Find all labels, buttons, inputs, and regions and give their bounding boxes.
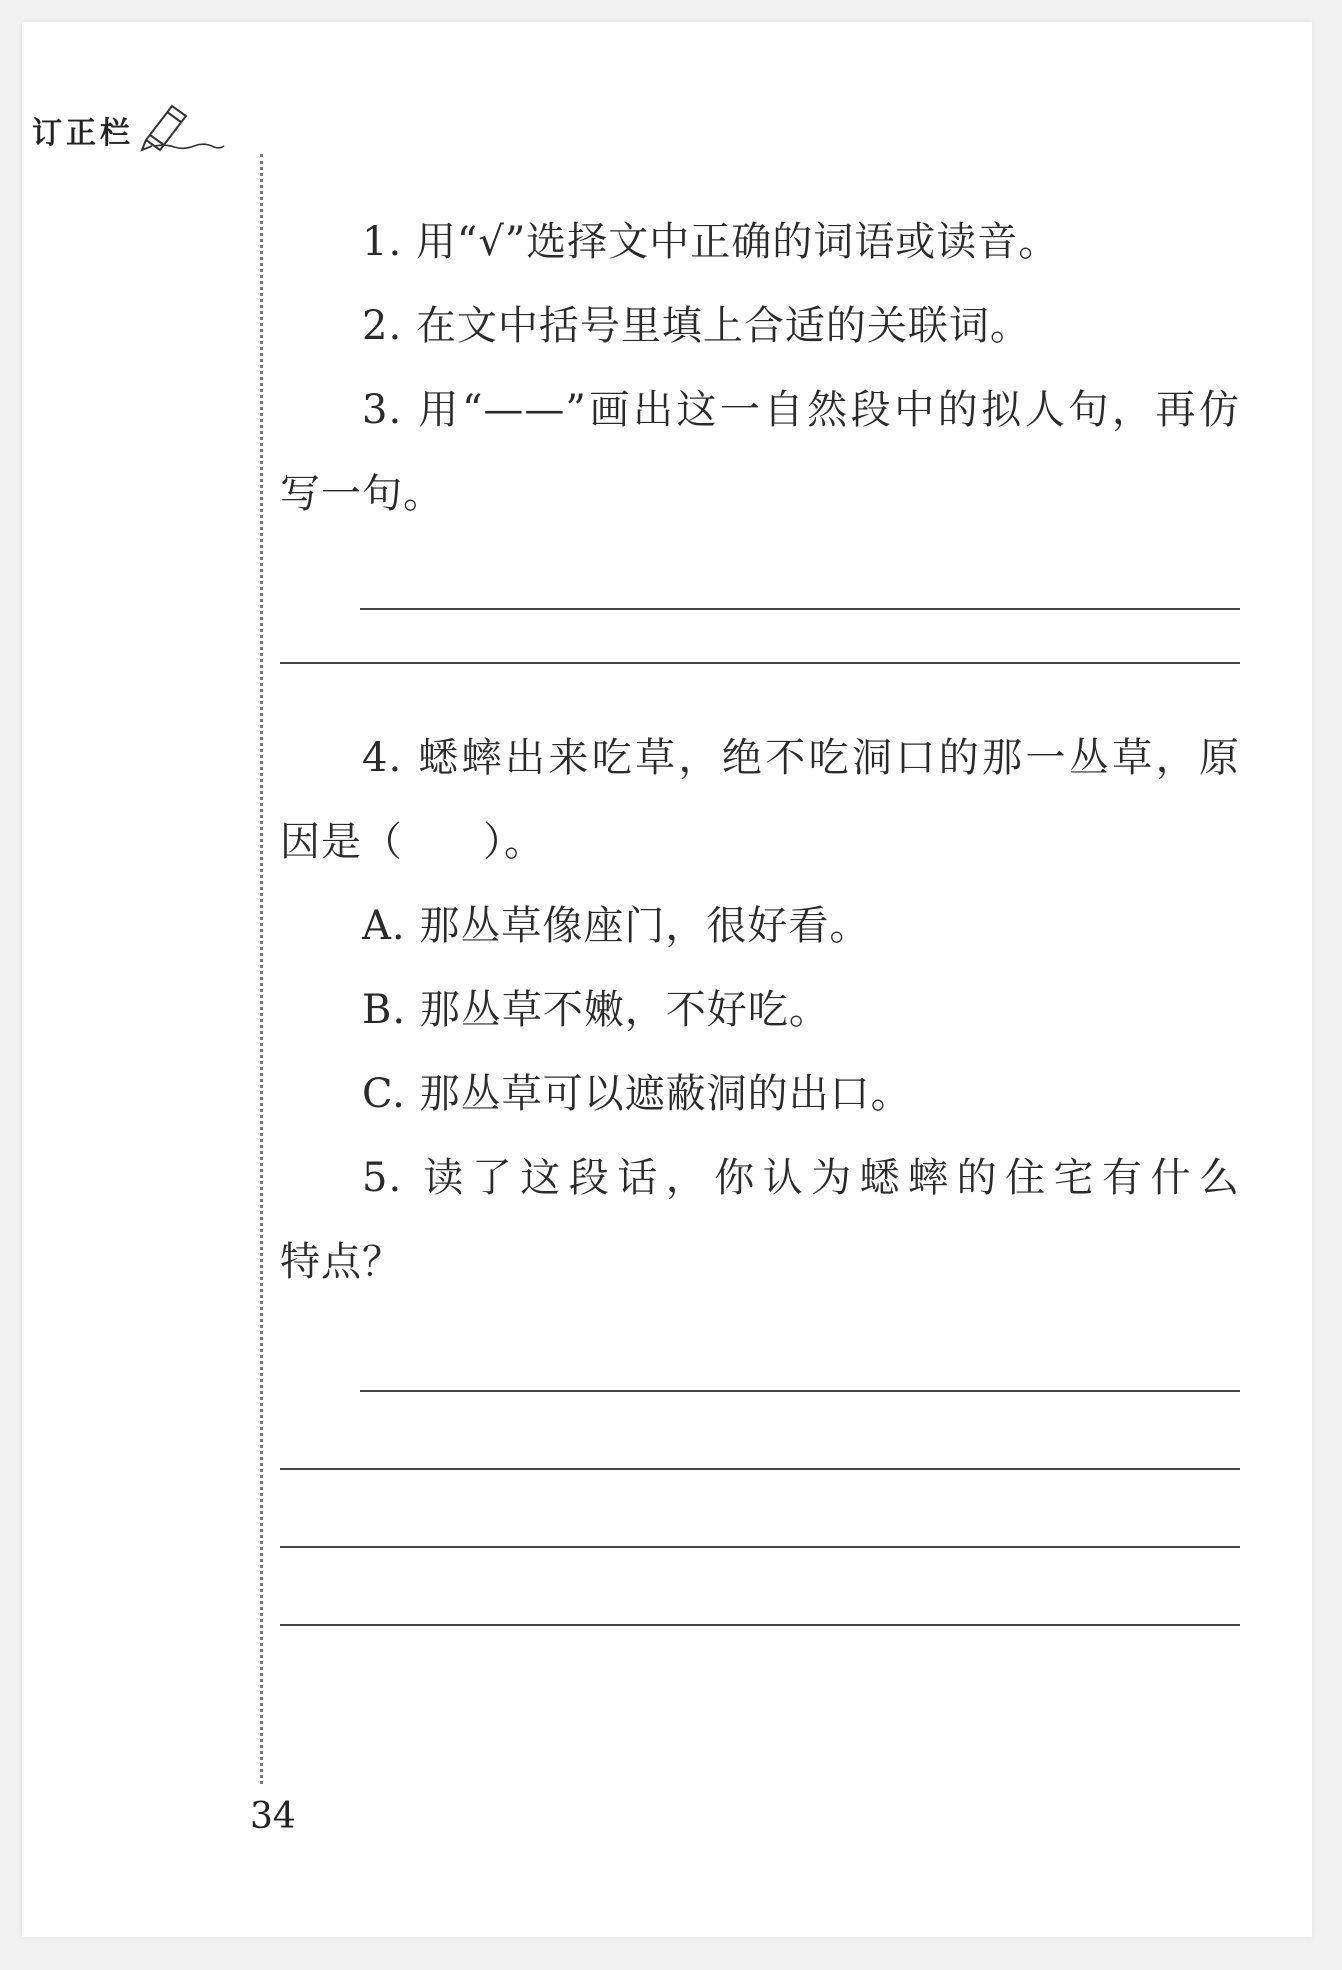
question-4-option-b: B. 那丛草不嫩，不好吃。: [362, 987, 830, 1033]
question-4-line-1: 4. 蟋蟀出来吃草，绝不吃洞口的那一丛草，原: [362, 735, 1240, 781]
answer-line[interactable]: [280, 1624, 1240, 1626]
page-number: 34: [250, 1796, 296, 1837]
question-2: 2. 在文中括号里填上合适的关联词。: [362, 303, 1031, 349]
questions-area: [280, 200, 1240, 1696]
question-5-answer-area-4: [280, 1598, 1240, 1696]
answer-line[interactable]: [280, 1546, 1240, 1548]
answer-line[interactable]: [280, 1468, 1240, 1470]
question-5-line-1: 5. 读了这段话，你认为蟋蟀的住宅有什么: [362, 1155, 1240, 1201]
question-1: 1. 用“√”选择文中正确的词语或读音。: [362, 219, 1060, 265]
worksheet-page: [22, 22, 1312, 1937]
question-5-answer-area-2: [280, 1402, 1240, 1500]
answer-line[interactable]: [360, 608, 1240, 610]
question-3-answer-area: [280, 536, 1240, 644]
answer-line[interactable]: [280, 662, 1240, 664]
question-4-option-c: C. 那丛草可以遮蔽洞的出口。: [362, 1071, 912, 1117]
question-4-option-a: A. 那丛草像座门，很好看。: [362, 903, 871, 949]
pencil-icon: [136, 100, 226, 156]
answer-line[interactable]: [360, 1390, 1240, 1392]
question-3-line-2: 写一句。: [280, 471, 444, 517]
correction-column-header: [32, 100, 226, 152]
question-5-answer-area-3: [280, 1500, 1240, 1598]
question-5-answer-area: [280, 1304, 1240, 1402]
question-4-paren-close: ）。: [483, 819, 545, 865]
question-3-line-1: 3. 用“——”画出这一自然段中的拟人句，再仿: [362, 387, 1240, 433]
question-3-answer-area-2: [280, 644, 1240, 708]
question-5-line-2: 特点？: [280, 1239, 403, 1285]
correction-column-label: 订正栏: [32, 116, 134, 151]
correction-margin-dotted-line: [260, 154, 263, 1784]
question-4-line-2: [280, 800, 1240, 884]
question-4-prompt: 因是（: [280, 819, 403, 865]
